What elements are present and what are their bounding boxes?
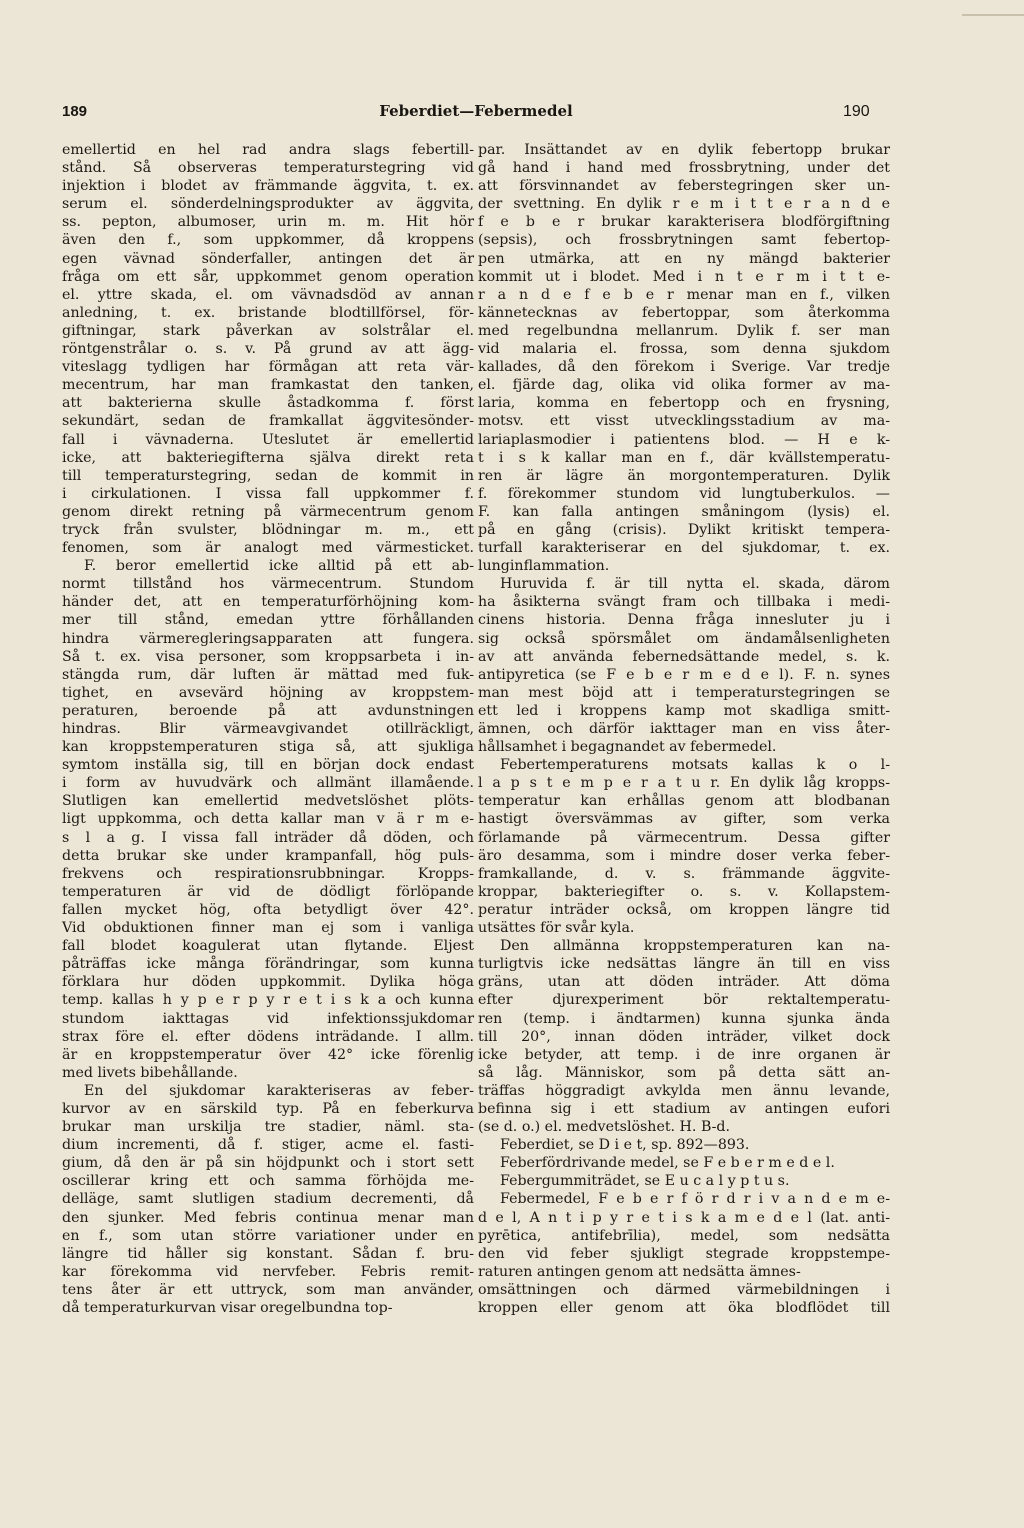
- text-line: med livets bibehållande.: [62, 1064, 238, 1081]
- text-line: Feberfördrivande medel, se F e b e r m e d e l.: [500, 1155, 835, 1172]
- text-line: stånd. Så observeras temperaturstegring vid: [62, 160, 474, 177]
- text-line: hastigt översvämmas av gifter, som verka: [478, 811, 890, 828]
- text-line: en f., som utan större variationer under en: [62, 1227, 474, 1244]
- text-line: i cirkulationen. I vissa fall uppkommer f.: [62, 485, 474, 502]
- text-line: i form av huvudvärk och allmänt illamående.: [62, 775, 474, 792]
- text-line: s l a g. I vissa fall inträder då döden, och: [62, 829, 474, 846]
- text-line: normt tillstånd hos värmecentrum. Stundom: [62, 576, 474, 593]
- text-line: kar förekomma vid nervfeber. Febris remit-: [62, 1263, 474, 1280]
- text-line: vid malaria el. frossa, som denna sjukdom: [478, 341, 890, 358]
- text-line: el. yttre skada, el. om vävnadsdöd av annan: [62, 286, 474, 303]
- text-line: hindras. Blir värmeavgivandet otillräckligt,: [62, 721, 474, 737]
- text-line: serum el. sönderdelningsprodukter av äggvita,: [62, 196, 474, 213]
- text-line: kommit ut i blodet. Med i n t e r m i t t e-: [478, 268, 890, 285]
- text-line: turfall karakteriserar en del sjukdomar, t. ex.: [478, 540, 890, 557]
- text-line: träffas höggradigt avkylda men ännu levande,: [478, 1082, 890, 1099]
- text-line: oscillerar kring ett och samma förhöjda me-: [62, 1173, 474, 1190]
- running-head: Feberdiet—Febermedel: [379, 102, 573, 120]
- text-line: stundom iakttagas vid infektionssjukdomar: [62, 1010, 474, 1027]
- text-line: antipyretica (se F e b e r m e d e l). F. n. synes: [478, 666, 890, 683]
- text-line: fallen mycket hög, ofta betydligt över 42°.: [62, 901, 474, 918]
- text-line: av att använda febernedsättande medel, s. k.: [478, 648, 890, 665]
- text-line: peraturen, beroende på att avdunstningen: [62, 702, 474, 719]
- text-line: ss. pepton, albumoser, urin m. m. Hit hör: [62, 214, 474, 231]
- text-line: mer till stånd, emedan yttre förhållanden: [62, 612, 474, 629]
- text-line: händer det, att en temperaturförhöjning kom-: [62, 594, 474, 611]
- text-line: fenomen, som är analogt med värmesticket.: [62, 540, 474, 557]
- text-line: strax före el. efter dödens inträdande. I allm.: [62, 1028, 474, 1045]
- text-line: med regelbundna mellanrum. Dylik f. ser man: [478, 322, 890, 339]
- text-line: detta brukar ske under krampanfall, hög puls-: [62, 847, 474, 864]
- text-line: kurvor av en särskild typ. På en feberkurva: [62, 1100, 474, 1117]
- text-line: symtom inställa sig, till en början dock endast: [62, 757, 474, 774]
- text-line: kroppen eller genom att öka blodflödet till: [478, 1300, 890, 1316]
- text-line: egen vävnad sönderfaller, antingen det är: [62, 250, 474, 267]
- text-line: Febermedel, F e b e r f ö r d r i v a n d e m e-: [500, 1191, 890, 1208]
- text-line: gium, då den är på sin höjdpunkt och i stort sett: [62, 1155, 474, 1172]
- text-line: tighet, en avsevärd höjning av kroppstem-: [62, 684, 474, 701]
- text-line: är en kroppstemperatur över 42° icke förenlig: [62, 1046, 474, 1063]
- text-line: man mest böjd att i temperaturstegringen se: [478, 684, 890, 701]
- text-line: cinens historia. Denna fråga innesluter ju i: [478, 612, 890, 629]
- text-line: laria, komma en febertopp och en frysning,: [478, 395, 890, 412]
- text-line: påträffas icke många förändringar, som kunna: [62, 956, 474, 973]
- text-line: kännetecknas av febertoppar, som återkomma: [478, 304, 890, 321]
- text-line: delläge, samt slutligen stadium decrementi, då: [62, 1191, 474, 1208]
- text-line: på en gång (crisis). Dylikt kritiskt tempera-: [478, 521, 890, 538]
- text-line: hållsamhet i begagnandet av febermedel.: [478, 739, 777, 756]
- text-line: viteslagg tydligen har förmågan att reta vär-: [62, 359, 474, 376]
- text-line: giftningar, stark påverkan av solstrålar el.: [62, 322, 474, 339]
- text-line: kan kroppstemperaturen stiga så, att sjukliga: [62, 739, 474, 756]
- text-line: el. fjärde dag, olika vid olika former av ma-: [478, 377, 890, 394]
- text-line: ämnen, och därför iakttager man en viss åter-: [478, 721, 890, 737]
- text-line: gräns, utan att döden inträder. Att döma: [478, 974, 890, 991]
- text-line: pyrētica, antifebrīlia), medel, som nedsätta: [478, 1227, 890, 1244]
- text-line: fall i vävnaderna. Uteslutet är emellertid: [62, 431, 474, 448]
- text-line: hindra värmeregleringsapparaten att fungera.: [62, 630, 474, 647]
- text-line: den vid feber sjukligt stegrade kroppstempe-: [478, 1245, 890, 1262]
- text-line: r a n d e f e b e r menar man en f., vilken: [478, 286, 890, 303]
- text-line: så låg. Människor, som på detta sätt an-: [478, 1064, 890, 1081]
- text-line: frekvens och respirationsrubbningar. Kropps-: [62, 865, 474, 882]
- text-line: lunginflammation.: [478, 558, 610, 575]
- text-line: ett led i kroppens kamp mot skadliga smitt-: [478, 702, 890, 719]
- text-line: tryck från svulster, blödningar m. m., ett: [62, 521, 474, 538]
- text-line: kallades, då den förekom i Sverige. Var tredje: [478, 359, 890, 376]
- text-line: framkallande, d. v. s. främmande äggvite-: [478, 865, 890, 882]
- text-line: peratur inträder också, om kroppen längre tid: [478, 901, 890, 918]
- text-line: turligtvis icke nedsättas längre än till en viss: [478, 956, 890, 973]
- text-line: pen utmärka, att en ny mängd bakterier: [478, 250, 890, 267]
- text-line: Febertemperaturens motsats kallas k o l-: [500, 757, 890, 774]
- text-line: äro desamma, som i mindre doser verka feber-: [478, 847, 890, 864]
- text-line: Så t. ex. visa personer, som kroppsarbeta i in-: [62, 648, 474, 665]
- text-line: der svettning. En dylik r e m i t t e r a n d e: [478, 196, 890, 213]
- text-line: även den f., som uppkommer, då kroppens: [62, 232, 474, 249]
- text-line: Febergummiträdet, se E u c a l y p t u s.: [500, 1173, 790, 1190]
- text-line: förlamande på värmecentrum. Dessa gifter: [478, 829, 890, 846]
- text-line: tens åter är ett uttryck, som man använder,: [62, 1281, 474, 1298]
- text-line: temperatur kan erhållas genom att blodbanan: [478, 793, 890, 810]
- text-line: injektion i blodet av främmande äggvita, t. ex.: [62, 178, 474, 195]
- text-line: stängda rum, där luften är mättad med fuk-: [62, 666, 474, 683]
- text-line: l a p s t e m p e r a t u r. En dylik låg kropps-: [478, 775, 890, 792]
- text-line: mecentrum, har man framkastat den tanken,: [62, 377, 474, 394]
- text-line: ren är lägre än morgontemperaturen. Dylik: [478, 467, 890, 484]
- text-line: längre tid håller sig konstant. Sådan f. bru-: [62, 1245, 474, 1262]
- text-line: efter djurexperiment bör rektaltemperatu-: [478, 992, 890, 1009]
- text-line: fall blodet koagulerat utan flytande. Eljest: [62, 938, 474, 955]
- left-column: [62, 141, 474, 1317]
- text-line: att bakterierna skulle åstadkomma f. först: [62, 395, 474, 412]
- text-line: F. kan falla antingen småningom (lysis) el.: [478, 503, 890, 520]
- text-line: gå hand i hand med frossbrytning, under det: [478, 160, 890, 177]
- text-line: En del sjukdomar karakteriseras av feber-: [84, 1082, 474, 1099]
- text-line: d e l, A n t i p y r e t i s k a m e d e l (lat. anti-: [478, 1209, 890, 1226]
- text-line: par. Insättandet av en dylik febertopp brukar: [478, 142, 890, 158]
- text-line: utsättes för svår kyla.: [478, 920, 635, 937]
- text-line: Vid obduktionen finner man ej som i vanliga: [62, 920, 474, 937]
- text-line: genom direkt retning på värmecentrum genom: [62, 503, 474, 520]
- page-number-right: 190: [843, 103, 870, 120]
- text-line: Huruvida f. är till nytta el. skada, därom: [500, 576, 890, 593]
- text-line: f. förekommer stundom vid lungtuberkulos. —: [478, 485, 890, 502]
- text-line: temp. kallas h y p e r p y r e t i s k a och kunna: [62, 992, 474, 1009]
- page-number-left: 189: [62, 103, 88, 120]
- text-line: ren (temp. i ändtarmen) kunna sjunka ända: [478, 1010, 890, 1027]
- text-line: omsättningen och därmed värmebildningen i: [478, 1281, 890, 1298]
- text-line: sekundärt, sedan de framkallat äggvitesönder-: [62, 413, 474, 430]
- text-line: F. beror emellertid icke alltid på ett ab-: [84, 558, 474, 575]
- text-line: befinna sig i ett stadium av antingen eufori: [478, 1100, 890, 1117]
- text-line: Slutligen kan emellertid medvetslöshet plöts-: [62, 793, 474, 810]
- text-line: icke, att bakteriegifterna själva direkt reta: [62, 449, 474, 466]
- text-line: f e b e r brukar karakterisera blodförgiftning: [478, 214, 890, 231]
- text-line: (se d. o.) el. medvetslöshet. H. B-d.: [478, 1119, 731, 1136]
- text-line: sig också spörsmålet om ändamålsenligheten: [478, 630, 890, 647]
- text-line: Den allmänna kroppstemperaturen kan na-: [500, 938, 890, 955]
- text-line: röntgenstrålar o. s. v. På grund av att ägg-: [62, 341, 474, 358]
- text-line: lariaplasmodier i patientens blod. — H e k-: [478, 431, 890, 448]
- text-line: raturen antingen genom att nedsätta ämnes-: [478, 1263, 801, 1280]
- text-line: motsv. ett visst utvecklingsstadium av ma-: [478, 413, 890, 430]
- text-line: ligt uppkomma, och detta kallar man v ä r m e-: [62, 811, 474, 828]
- right-column: [478, 141, 890, 1317]
- scan-edge-line: [962, 14, 1024, 16]
- text-line: brukar man urskilja tre stadier, näml. sta-: [62, 1119, 474, 1136]
- text-line: till temperaturstegring, sedan de kommit in: [62, 467, 474, 484]
- text-line: den sjunker. Med febris continua menar man: [62, 1209, 474, 1226]
- text-line: t i s k kallar man en f., där kvällstemperatu-: [478, 449, 890, 466]
- text-line: emellertid en hel rad andra slags febertill-: [62, 142, 474, 158]
- text-line: kroppar, bakteriegifter o. s. v. Kollapstem-: [478, 883, 890, 900]
- text-line: temperaturen är vid de dödligt förlöpande: [62, 883, 474, 900]
- text-line: dium incrementi, då f. stiger, acme el. fasti-: [62, 1137, 474, 1154]
- text-line: att försvinnandet av feberstegringen sker un-: [478, 178, 890, 195]
- text-line: till 20°, innan döden inträder, vilket dock: [478, 1028, 890, 1045]
- text-line: icke betyder, att temp. i de inre organen är: [478, 1046, 890, 1063]
- text-line: (sepsis), och frossbrytningen samt febertop-: [478, 232, 890, 249]
- text-line: anledning, t. ex. bristande blodtillförsel, för-: [62, 304, 474, 321]
- text-line: då temperaturkurvan visar oregelbundna top-: [62, 1300, 393, 1316]
- text-line: fråga om ett sår, uppkommet genom operation: [62, 268, 474, 285]
- text-line: ha åsikterna svängt fram och tillbaka i medi-: [478, 594, 890, 611]
- text-line: förklara hur döden uppkommit. Dylika höga: [62, 974, 474, 991]
- text-line: Feberdiet, se D i e t, sp. 892—893.: [500, 1137, 750, 1154]
